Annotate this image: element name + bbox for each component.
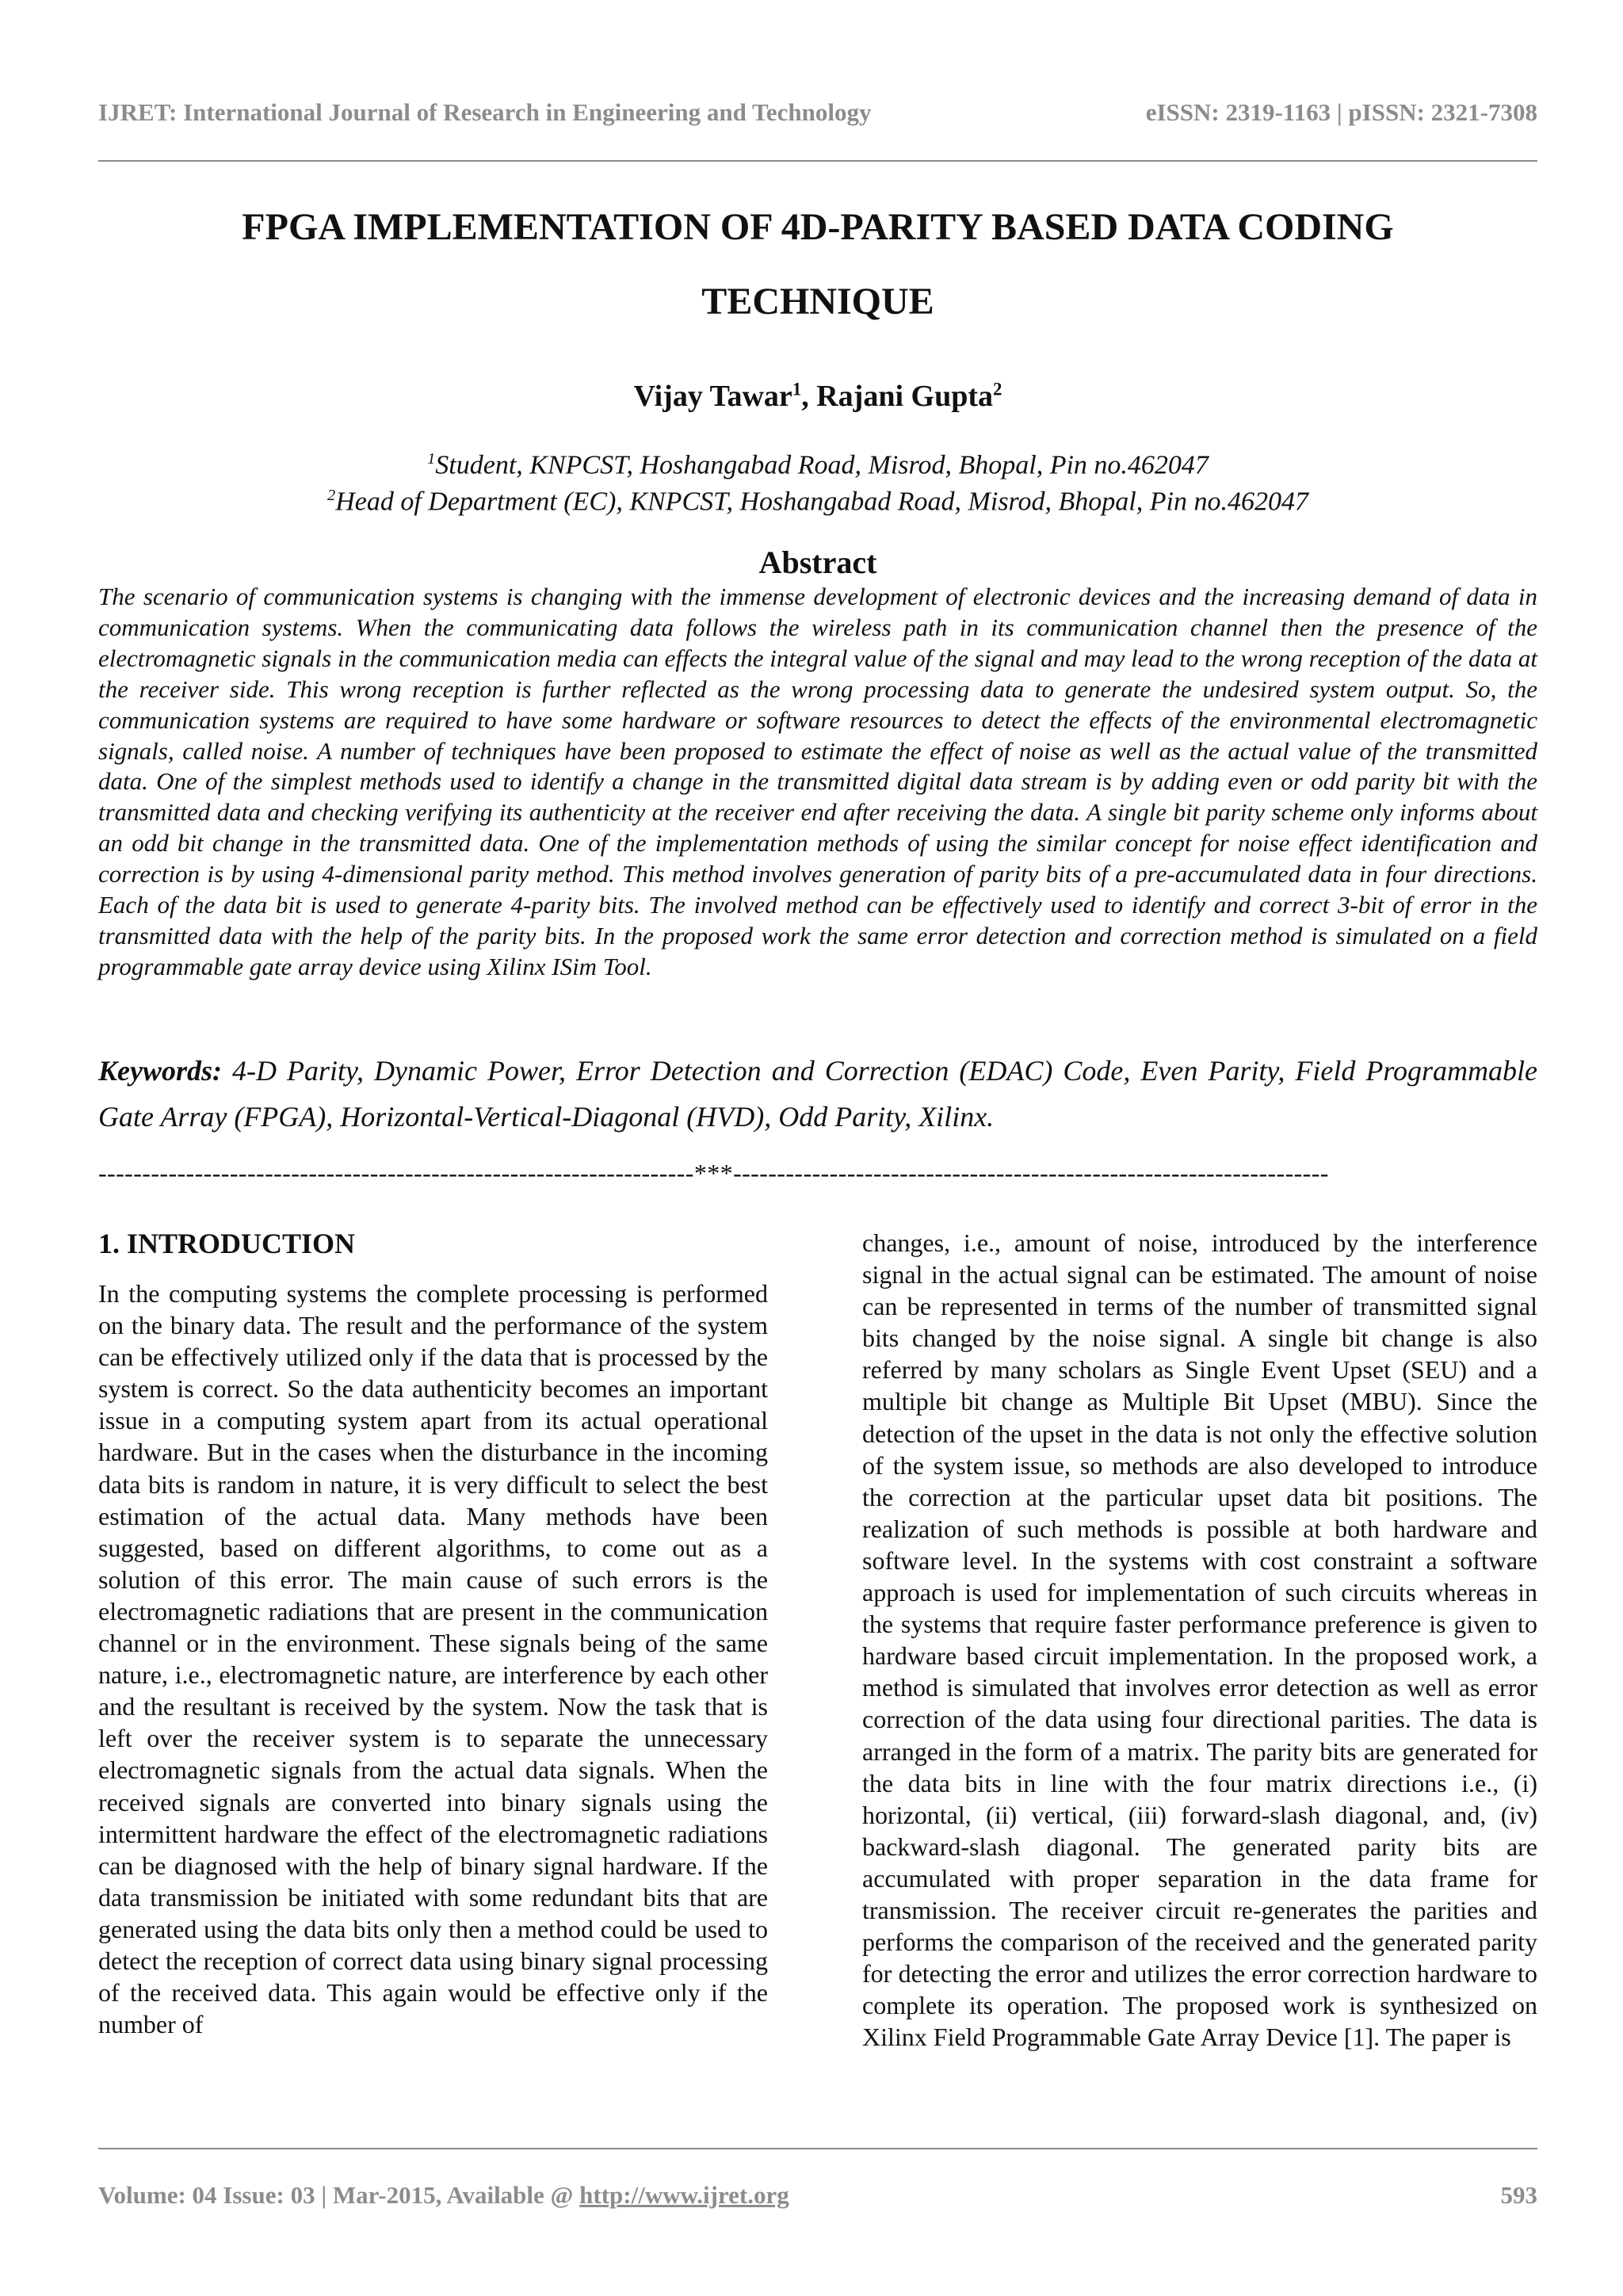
affiliation-1-text: Student, KNPCST, Hoshangabad Road, Misrod, Bhopal, Pin no.462047 (435, 450, 1209, 480)
affiliation-2 (98, 477, 1537, 520)
affiliation-1-sup: 1 (427, 450, 436, 468)
header-rule (98, 160, 1537, 162)
section-separator: --------------------------------------------------------------------***-------------------------------------------------------------------- (98, 1159, 1329, 1187)
keywords-text: 4-D Parity, Dynamic Power, Error Detection and Correction (EDAC) Code, Even Parity, Field Programmable Gate Array (FPGA), Horizontal-Vertical-Diagonal (HVD), Odd Parity, Xilinx. (98, 1055, 1538, 1133)
page-number: 593 (1500, 2181, 1537, 2209)
journal-name: IJRET: International Journal of Research in Engineering and Technology (98, 98, 872, 126)
paper-title (98, 190, 1537, 339)
keywords (98, 1048, 1537, 1140)
author-2-sup: 2 (993, 379, 1002, 399)
footer-volume-text: Volume: 04 Issue: 03 | Mar-2015, Available @ (98, 2181, 580, 2209)
footer-link[interactable]: http://www.ijret.org (579, 2181, 789, 2209)
issn: eISSN: 2319-1163 | pISSN: 2321-7308 (1145, 98, 1537, 126)
title-line-2: TECHNIQUE (701, 281, 934, 323)
author-separator: , (801, 380, 817, 413)
footer-rule (98, 2148, 1537, 2149)
affiliation-2-text: Head of Department (EC), KNPCST, Hoshangabad Road, Misrod, Bhopal, Pin no.462047 (335, 487, 1308, 517)
intro-right-column: changes, i.e., amount of noise, introduced by the interference signal in the actual signal can be estimated. The amount of noise can be represented in terms of the number of transmitted signal bits changed by the noise signal. A single bit change is also referred by many scholars as Single Event Upset (SEU) and a multiple bit change as Multiple Bit Upset (MBU). Since the detection of the upset in the data is not only the effective solution of the system issue, so methods are also developed to introduce the correction at the particular upset data bit positions. The realization of such methods is possible at both hardware and software level. In the systems with cost constraint a software approach is used for implementation of such circuits whereas in the systems that require faster performance preference is given to hardware based circuit implementation. In the proposed work, a method is simulated that involves error detection as well as error correction of the data using four directional parities. The data is arranged in the form of a matrix. The parity bits are generated for the data bits in line with the four matrix directions i.e., (i) horizontal, (ii) vertical, (iii) forward-slash diagonal, and, (iv) backward-slash diagonal. The generated parity bits are accumulated with proper separation in the data frame for transmission. The receiver circuit re-generates the parities and performs the comparison of the received and the generated parity for detecting the error and utilizes the error correction hardware to complete its operation. The proposed work is synthesized on Xilinx Field Programmable Gate Array Device [1]. The paper is (862, 1228, 1537, 2052)
author-list (98, 379, 1537, 414)
affiliation-2-sup: 2 (327, 487, 336, 504)
section-heading-introduction: 1. INTRODUCTION (98, 1228, 356, 1259)
footer-volume (98, 2181, 789, 2210)
author-1-sup: 1 (792, 379, 802, 399)
abstract-heading: Abstract (758, 544, 877, 580)
title-line-1: FPGA IMPLEMENTATION OF 4D-PARITY BASED DATA CODING (242, 206, 1394, 248)
abstract-text: The scenario of communication systems is changing with the immense development of electronic devices and the increasing demand of data in communication systems. When the communicating data follows the wireless path in its communication channel then the presence of the electromagnetic signals in the communication media can effects the integral value of the signal and may lead to the wrong reception of the data at the receiver side. This wrong reception is further reflected as the wrong processing data to generate the undesired system output. So, the communication systems are required to have some hardware or software resources to detect the effects of the environmental electromagnetic signals, called noise. A number of techniques have been proposed to estimate the effect of noise as well as the actual value of the transmitted data. One of the simplest methods used to identify a change in the transmitted digital data stream is by adding even or odd parity bit with the transmitted data and checking verifying its authenticity at the receiver end after receiving the data. A single bit parity scheme only informs about an odd bit change in the transmitted data. One of the implementation methods of using the similar concept for noise effect identification and correction is by using 4-dimensional parity method. This method involves generation of parity bits of a pre-accumulated data in four directions. Each of the data bit is used to generate 4-parity bits. The involved method can be effectively used to identify and correct 3-bit of error in the transmitted data with the help of the parity bits. In the proposed work the same error detection and correction method is simulated on a field programmable gate array device using Xilinx ISim Tool. (98, 583, 1537, 980)
author-1: Vijay Tawar (633, 380, 792, 413)
author-2: Rajani Gupta (816, 380, 993, 413)
keywords-label: Keywords: (98, 1055, 222, 1087)
intro-left-column: In the computing systems the complete processing is performed on the binary data. The result and the performance of the system can be effectively utilized only if the data that is processed by the system is correct. So the data authenticity becomes an important issue in a computing system apart from its actual operational hardware. But in the cases when the disturbance in the incoming data bits is random in nature, it is very difficult to select the best estimation of the actual data. Many methods have been suggested, based on different algorithms, to come out as a solution of this error. The main cause of such errors is the electromagnetic radiations that are present in the communication channel or in the environment. These signals being of the same nature, i.e., electromagnetic nature, are interference by each other and the resultant is received by the system. Now the task that is left over the receiver system is to separate the unnecessary electromagnetic signals from the actual data signals. When the received signals are converted into binary signals using the intermittent hardware the effect of the electromagnetic radiations can be diagnosed with the help of binary signal hardware. If the data transmission be initiated with some redundant bits that are generated using the data bits only then a method could be used to detect the reception of correct data using binary signal processing of the received data. This again would be effective only if the number of (98, 1279, 768, 2039)
